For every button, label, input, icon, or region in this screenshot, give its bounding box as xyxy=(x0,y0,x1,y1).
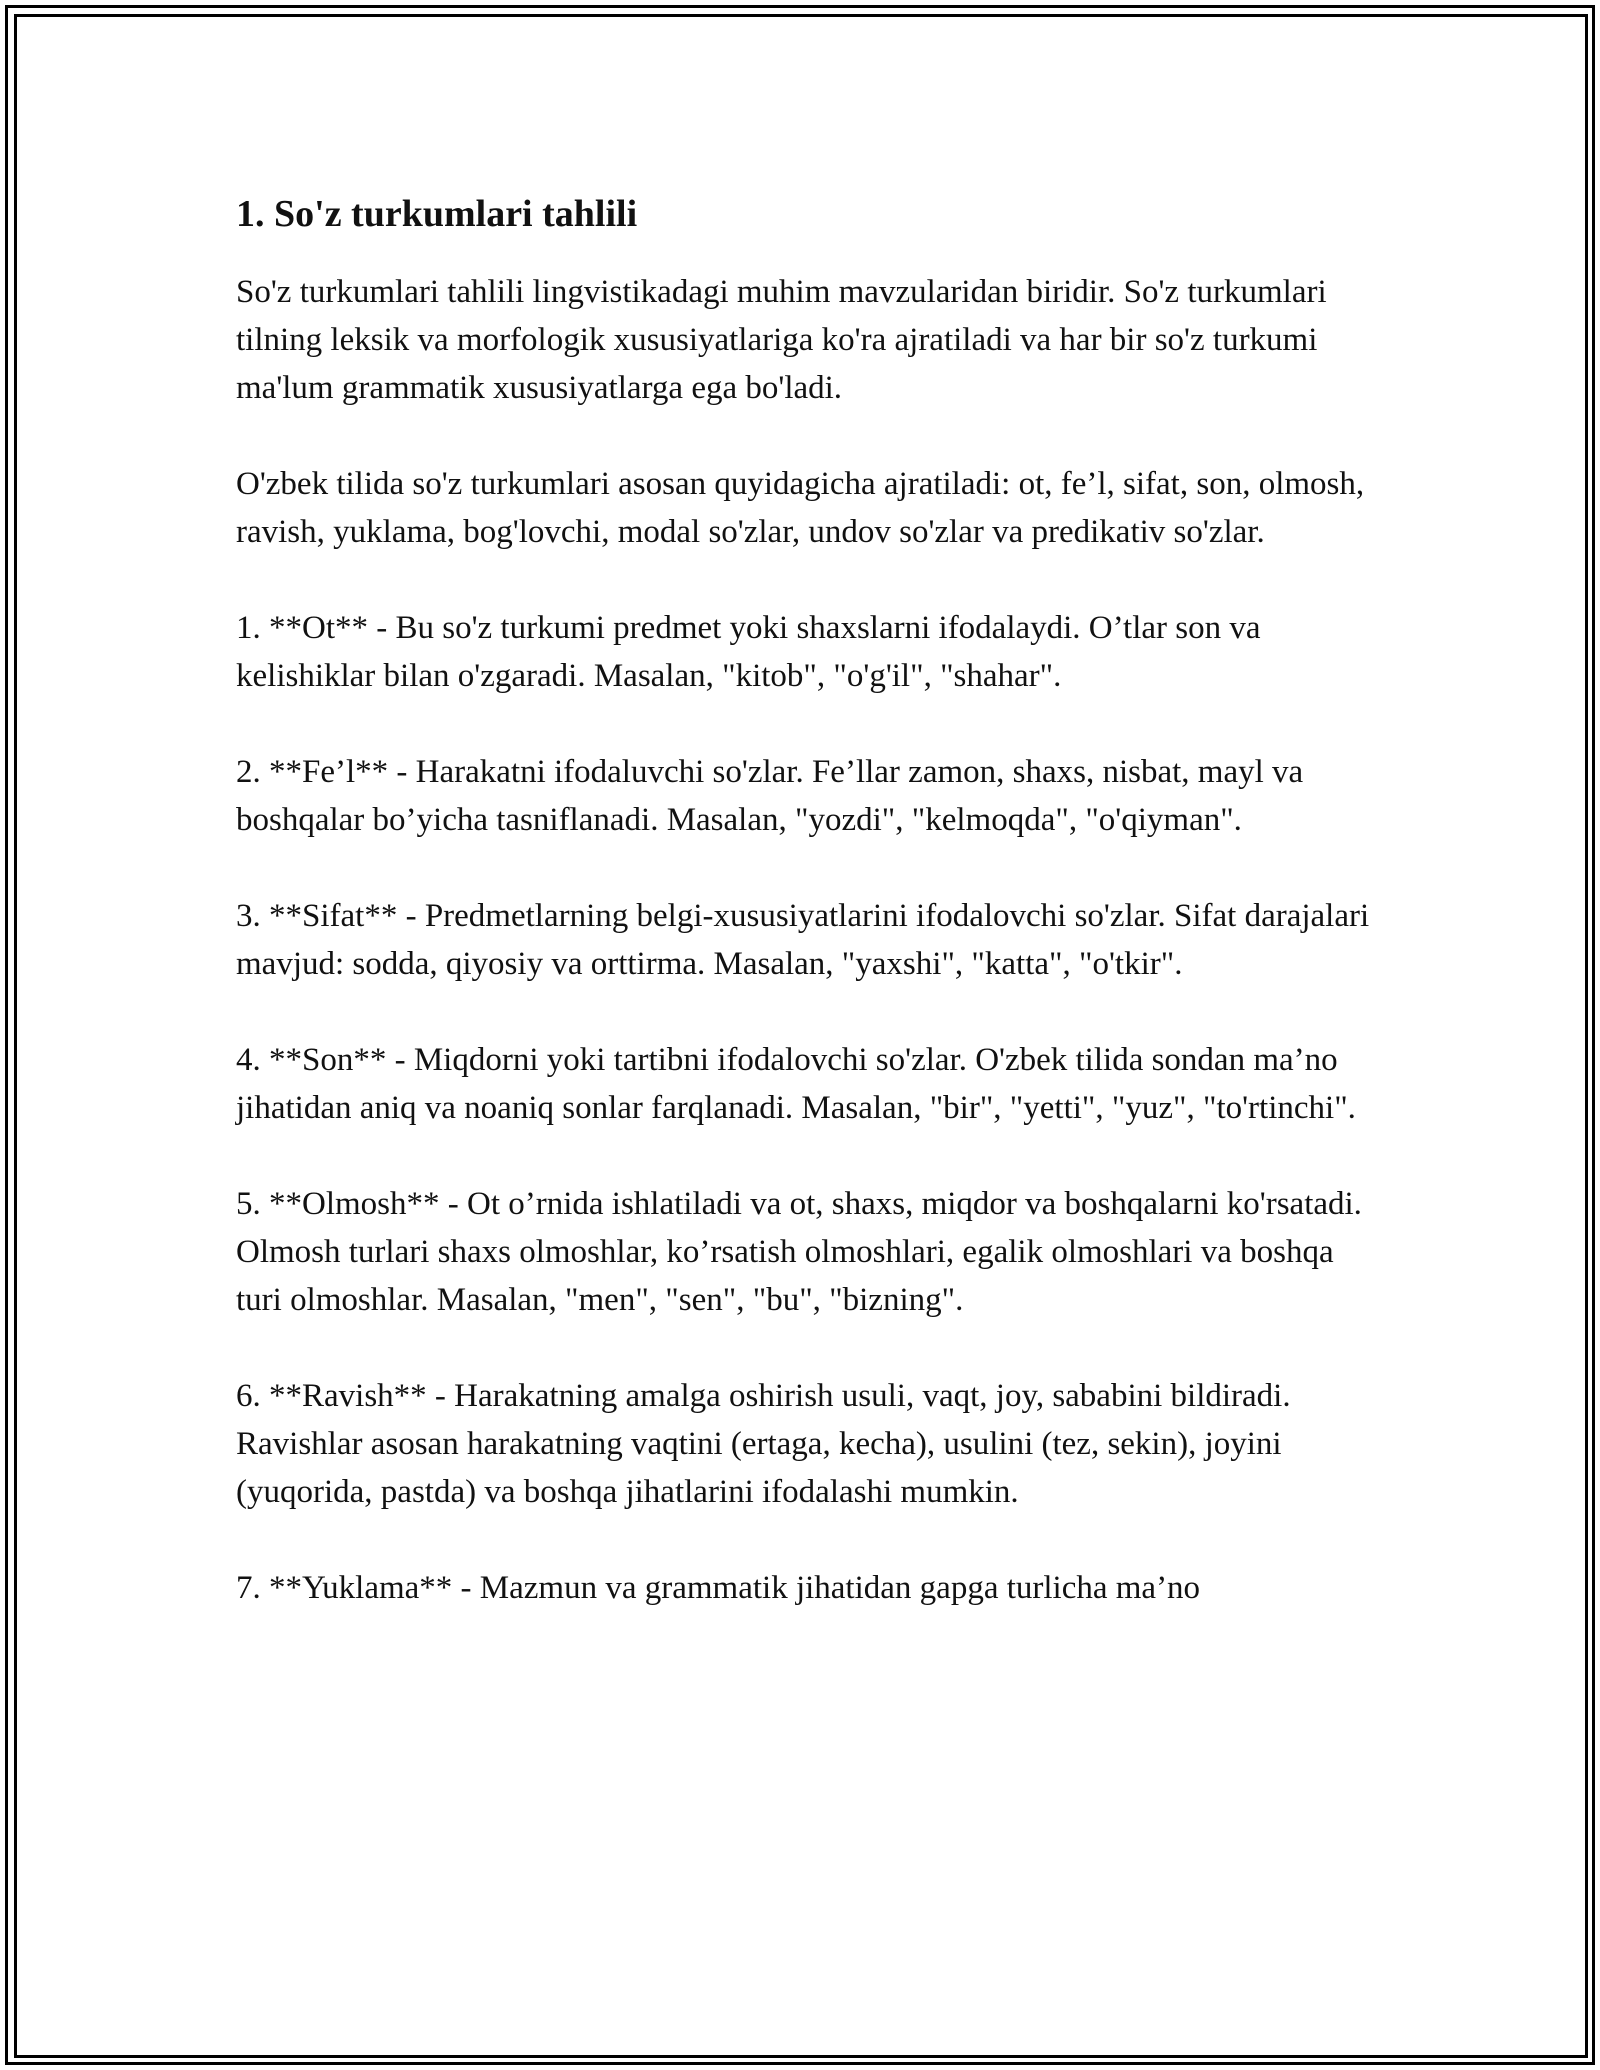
item-ot: 1. **Ot** - Bu so'z turkumi predmet yoki shaxslarni ifodalaydi. O’tlar son va kelishiklar bilan o'zgaradi. Masalan, "kitob", "o'g'il", "shahar". xyxy=(236,610,1261,694)
item-fel: 2. **Fe’l** - Harakatni ifodaluvchi so'zlar. Fe’llar zamon, shaxs, nisbat, mayl va boshqalar bo’yicha tasniflanadi. Masalan, "yozdi", "kelmoqda", "o'qiyman". xyxy=(236,754,1304,838)
word-classes-list-paragraph: O'zbek tilida so'z turkumlari asosan quyidagicha ajratiladi: ot, fe’l, sifat, son, olmosh, ravish, yuklama, bog'lovchi, modal so'zlar, undov so'zlar va predikativ so'zlar. xyxy=(236,466,1365,550)
section-heading: 1. So'z turkumlari tahlili xyxy=(236,193,638,235)
item-sifat: 3. **Sifat** - Predmetlarning belgi-xususiyatlarini ifodalovchi so'zlar. Sifat darajalari mavjud: sodda, qiyosiy va orttirma. Masalan, "yaxshi", "katta", "o'tkir". xyxy=(236,898,1370,982)
item-olmosh: 5. **Olmosh** - Ot o’rnida ishlatiladi va ot, shaxs, miqdor va boshqalarni ko'rsatadi. Olmosh turlari shaxs olmoshlar, ko’rsatish olmoshlari, egalik olmoshlari va boshqa turi olmoshlar. Masalan, "men", "sen", "bu", "bizning". xyxy=(236,1186,1362,1318)
item-son: 4. **Son** - Miqdorni yoki tartibni ifodalovchi so'zlar. O'zbek tilida sondan ma’no jihatidan aniq va noaniq sonlar farqlanadi. Masalan, "bir", "yetti", "yuz", "to'rtinchi". xyxy=(236,1042,1356,1126)
item-ravish: 6. **Ravish** - Harakatning amalga oshirish usuli, vaqt, joy, sababini bildiradi. Ravishlar asosan harakatning vaqtini (ertaga, kecha), usulini (tez, sekin), joyini (yuqorida, pastda) va boshqa jihatlarini ifodalashi mumkin. xyxy=(236,1378,1291,1510)
intro-paragraph: So'z turkumlari tahlili lingvistikadagi muhim mavzularidan biridir. So'z turkumlari tilning leksik va morfologik xususiyatlariga ko'ra ajratiladi va har bir so'z turkumi ma'lum grammatik xususiyatlarga ega bo'ladi. xyxy=(236,274,1327,406)
document-body xyxy=(236,188,1376,1660)
item-yuklama: 7. **Yuklama** - Mazmun va grammatik jihatidan gapga turlicha ma’no xyxy=(236,1570,1201,1606)
